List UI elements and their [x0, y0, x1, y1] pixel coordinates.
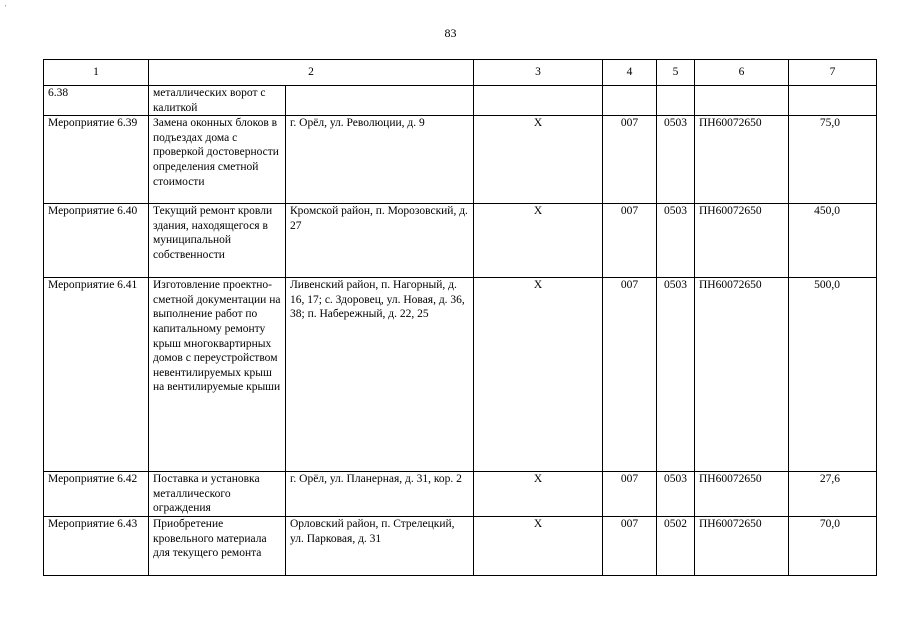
row-address: Кромской район, п. Морозовский, д. 27	[286, 204, 474, 278]
row-address: г. Орёл, ул. Планерная, д. 31, кор. 2	[286, 472, 474, 517]
row-col7	[789, 86, 877, 116]
row-col4: 007	[603, 278, 657, 472]
table-row	[44, 204, 877, 278]
row-col6: ПН60072650	[695, 517, 789, 576]
row-col5: 0503	[657, 278, 695, 472]
row-col6	[695, 86, 789, 116]
row-name: Приобретение кровельного материала для текущего ремонта	[149, 517, 286, 576]
header-col-1: 1	[44, 60, 149, 86]
row-address: Ливенский район, п. Нагорный, д. 16, 17; с. Здоровец, ул. Новая, д. 36, 38; п. Набережный, д. 22, 25	[286, 278, 474, 472]
table-row	[44, 472, 877, 517]
row-col3: X	[474, 472, 603, 517]
row-address	[286, 86, 474, 116]
row-col6: ПН60072650	[695, 116, 789, 204]
header-col-5: 5	[657, 60, 695, 86]
row-id: Мероприятие 6.40	[44, 204, 149, 278]
row-col3: X	[474, 278, 603, 472]
row-name: Замена оконных блоков в подъездах дома с проверкой достоверности определения сметной стоимости	[149, 116, 286, 204]
header-row	[44, 60, 877, 86]
row-name: Поставка и установка металлического ограждения	[149, 472, 286, 517]
table-row	[44, 86, 877, 116]
row-id: 6.38	[44, 86, 149, 116]
corner-mark: '	[5, 4, 7, 12]
row-col4: 007	[603, 517, 657, 576]
row-col5	[657, 86, 695, 116]
row-col6: ПН60072650	[695, 278, 789, 472]
row-col3: X	[474, 116, 603, 204]
table-row	[44, 116, 877, 204]
header-col-4: 4	[603, 60, 657, 86]
row-col5: 0503	[657, 116, 695, 204]
row-col4: 007	[603, 116, 657, 204]
row-col4: 007	[603, 204, 657, 278]
header-col-3: 3	[474, 60, 603, 86]
row-address: г. Орёл, ул. Революции, д. 9	[286, 116, 474, 204]
row-col6: ПН60072650	[695, 472, 789, 517]
row-col7: 500,0	[789, 278, 877, 472]
row-address: Орловский район, п. Стрелецкий, ул. Парковая, д. 31	[286, 517, 474, 576]
row-id: Мероприятие 6.39	[44, 116, 149, 204]
row-col3: X	[474, 204, 603, 278]
row-col5: 0503	[657, 472, 695, 517]
row-col3: X	[474, 517, 603, 576]
row-col7: 450,0	[789, 204, 877, 278]
row-id: Мероприятие 6.42	[44, 472, 149, 517]
page-number: 83	[444, 26, 457, 40]
table-row	[44, 517, 877, 576]
budget-table	[43, 59, 877, 576]
row-name: металлических ворот с калиткой	[149, 86, 286, 116]
row-col4: 007	[603, 472, 657, 517]
row-name: Текущий ремонт кровли здания, находящегося в муниципальной собственности	[149, 204, 286, 278]
table-row	[44, 278, 877, 472]
row-id: Мероприятие 6.41	[44, 278, 149, 472]
header-col-6: 6	[695, 60, 789, 86]
row-col5: 0503	[657, 204, 695, 278]
row-col5: 0502	[657, 517, 695, 576]
row-col7: 75,0	[789, 116, 877, 204]
row-col7: 27,6	[789, 472, 877, 517]
row-name: Изготовление проектно-сметной документации на выполнение работ по капитальному ремонту крыш многоквартирных домов с переустройством невентилируемых крыш на вентилируемые крыши	[149, 278, 286, 472]
header-col-2: 2	[149, 60, 474, 86]
row-col3	[474, 86, 603, 116]
row-col4	[603, 86, 657, 116]
row-id: Мероприятие 6.43	[44, 517, 149, 576]
row-col7: 70,0	[789, 517, 877, 576]
row-col6: ПН60072650	[695, 204, 789, 278]
header-col-7: 7	[789, 60, 877, 86]
